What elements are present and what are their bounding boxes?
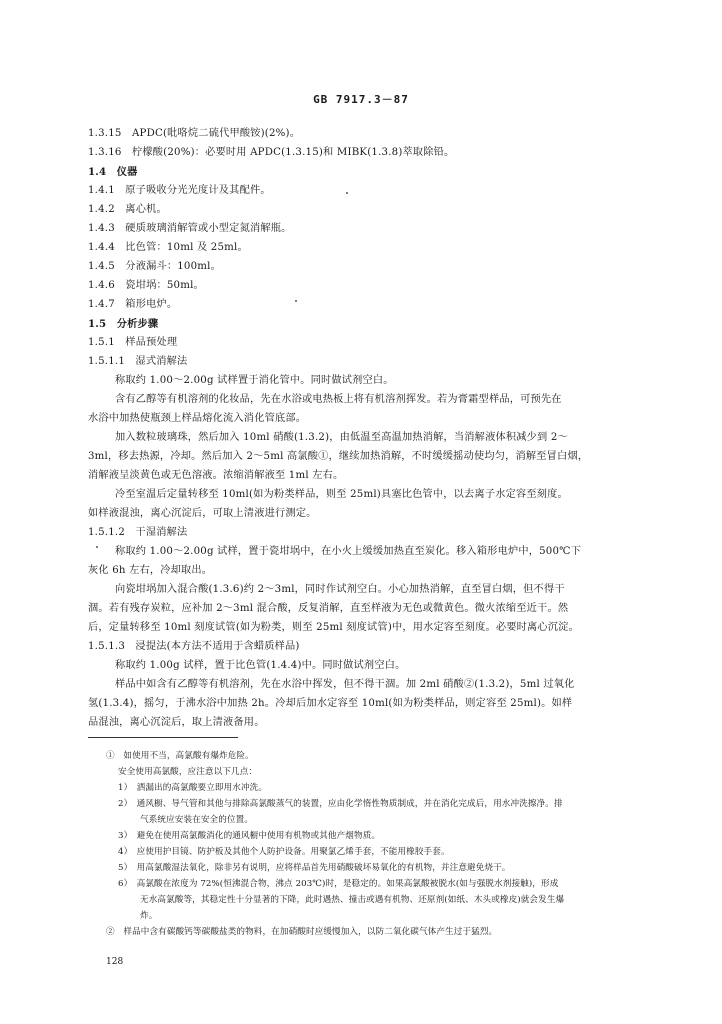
heading-1-5: 1.5 分析步骤	[88, 318, 159, 330]
paragraph-line: 称取约 1.00～2.00g 试样，置于瓷坩埚中，在小火上缓缓加热直至炭化。移入箱形电炉中，500℃下	[115, 546, 582, 557]
paragraph-line: 向瓷坩埚加入混合酸(1.3.6)约 2～3ml，同时作试剂空白。小心加热消解，直至冒白烟，但不得干	[115, 584, 565, 595]
footnote-2: ② 样品中含有碳酸钙等碳酸盐类的物料，在加硝酸时应缓慢加入，以防二氧化碳气体产生过于猛烈。	[106, 927, 498, 937]
line-1-4-6: 1.4.6 瓷坩埚：50ml。	[88, 280, 204, 291]
footnote-line: 3） 避免在使用高氯酸消化的通风橱中使用有机物或其他产烟物质。	[118, 831, 381, 841]
footnote-line: 炸。	[140, 911, 158, 921]
footnote-line: 1） 洒漏出的高氯酸要立即用水冲洗。	[118, 783, 268, 793]
scan-speck	[346, 192, 348, 194]
paragraph-line: 样品中如含有乙醇等有机溶剂，先在水浴中挥发，但不得干涸。加 2ml 硝酸②(1.3.2)，5ml 过氧化	[115, 679, 575, 690]
footnote-line: 安全使用高氯酸，应注意以下几点：	[118, 767, 258, 777]
footnote-line: 5） 用高氯酸湿法氧化，除非另有说明，应将样品首先用硝酸破坏易氧化的有机物，并注意避免烧干。	[118, 863, 511, 873]
scan-speck	[96, 546, 98, 548]
paragraph-line: 后，定量转移至 10ml 刻度试管(如为粉类，则至 25ml 刻度试管)中，用水定容至刻度。必要时离心沉淀。	[88, 622, 579, 633]
paragraph-line: 称取约 1.00～2.00g 试样置于消化管中。同时做试剂空白。	[115, 375, 394, 386]
paragraph-line: 加入数粒玻璃珠，然后加入 10ml 硝酸(1.3.2)，由低温至高温加热消解，当消解液体积减少到 2～	[115, 432, 568, 443]
line-1-4-3: 1.4.3 硬质玻璃消解管或小型定氮消解瓶。	[88, 223, 292, 234]
paragraph-line: 3ml，移去热源，冷却。然后加入 2～5ml 高氯酸①，继续加热消解，不时缓缓摇动使均匀，消解至冒白烟，	[88, 451, 589, 462]
footnote-separator	[88, 737, 238, 738]
paragraph-line: 灰化 6h 左右，冷却取出。	[88, 565, 213, 576]
line-1-5-1-1: 1.5.1.1 湿式消解法	[88, 356, 188, 367]
footnote-line: 气系统应安装在安全的位置。	[140, 815, 254, 825]
heading-1-4: 1.4 仪器	[88, 166, 138, 178]
scan-speck	[295, 300, 297, 302]
footnote-line: 无水高氯酸等，其稳定性十分显著的下降，此时遇热、撞击或遇有机物、还原剂(如纸、木头或橡皮)就会发生爆	[140, 895, 565, 905]
paragraph-line: 称取约 1.00g 试样，置于比色管(1.4.4)中。同时做试剂空白。	[115, 660, 406, 671]
page-number: 128	[106, 957, 124, 967]
line-1-4-2: 1.4.2 离心机。	[88, 204, 167, 215]
paragraph-line: 如样液混浊，离心沉淀后，可取上清液进行测定。	[88, 508, 317, 519]
line-1-5-1-3: 1.5.1.3 浸提法(本方法不适用于含蜡质样品)	[88, 641, 300, 652]
line-1-4-5: 1.4.5 分液漏斗：100ml。	[88, 261, 221, 272]
footnote-line: 2） 通风橱、导气管和其他与排除高氯酸蒸气的装置，应由化学惰性物质制成，并在消化完成后，用水冲洗擦净。排	[118, 799, 563, 809]
paragraph-line: 水浴中加热使瓶颈上样品熔化流入消化管底部。	[88, 413, 307, 424]
paragraph-line: 品混浊，离心沉淀后，取上清液备用。	[88, 717, 265, 728]
line-1-4-7: 1.4.7 箱形电炉。	[88, 299, 178, 310]
footnote-line: 4） 应使用护目镜、防护板及其他个人防护设备。用聚氯乙烯手套，不能用橡胶手套。	[118, 847, 450, 857]
line-1-5-1: 1.5.1 样品预处理	[88, 337, 178, 348]
footnote-1: ① 如使用不当，高氯酸有爆炸危险。	[106, 751, 254, 761]
paragraph-line: 冷至室温后定量转移至 10ml(如为粉类样品，则至 25ml)具塞比色管中，以去离子水定容至刻度。	[115, 489, 568, 500]
line-1-5-1-2: 1.5.1.2 干湿消解法	[88, 527, 188, 538]
footnote-line: 6） 高氯酸在浓度为 72%(恒沸混合物，沸点 203℃)时，是稳定的。如果高氯酸被脱水(如与强脱水剂接触)，形成	[118, 879, 559, 889]
line-1-4-4: 1.4.4 比色管：10ml 及 25ml。	[88, 242, 248, 253]
paragraph-line: 含有乙醇等有机溶剂的化妆品，先在水浴或电热板上将有机溶剂挥发。若为膏霜型样品，可预先在	[115, 394, 562, 405]
line-1-4-1: 1.4.1 原子吸收分光光度计及其配件。	[88, 185, 271, 196]
paragraph-line: 消解液呈淡黄色或无色溶液。浓缩消解液至 1ml 左右。	[88, 470, 344, 481]
line-1-3-16: 1.3.16 柠檬酸(20%)：必要时用 APDC(1.3.15)和 MIBK(1.3.8)萃取除铅。	[88, 147, 455, 158]
paragraph-line: 氢(1.3.4)，摇匀，于沸水浴中加热 2h。冷却后加水定容至 10ml(如为粉类样品，则定容至 25ml)。如样	[88, 698, 573, 709]
standard-header: GB 7917.3－87	[313, 93, 409, 106]
paragraph-line: 涸。若有残存炭粒，应补加 2～3ml 混合酸，反复消解，直至样液为无色或微黄色。微火浓缩至近干。然	[88, 603, 569, 614]
line-1-3-15: 1.3.15 APDC(吡咯烷二硫代甲酸铵)(2%)。	[88, 128, 301, 139]
